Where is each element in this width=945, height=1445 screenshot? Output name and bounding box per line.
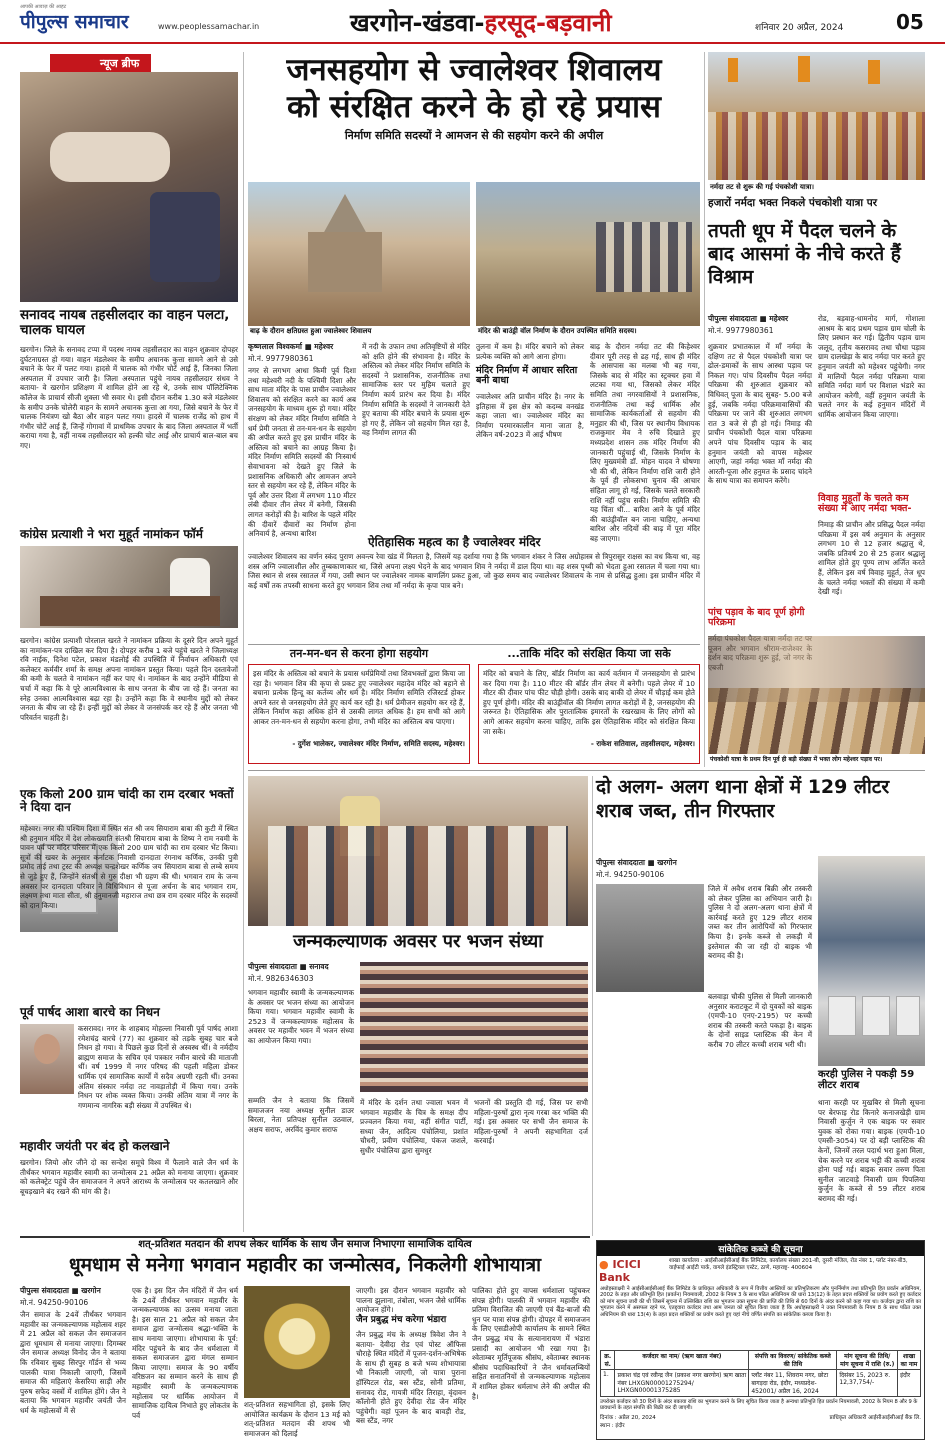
jain-kicker: शत्-प्रतिशत मतदान की शपथ लेकर धार्मिक के साथ जैन समाज निभाएगा सामाजिक दायित्व (138, 1239, 472, 1250)
felicitation-photo (248, 776, 588, 926)
jain-col3: जाएगी। इस दौरान भगवान महावीर को पालना झुलाना, तंबोला, भजन जैसे धार्मिक आयोजन होंगे। (356, 1286, 467, 1315)
quote2-sign: - राकेश सतिवाल, तहसीलदार, महेश्वर। (590, 739, 695, 748)
liquor-mobile: मो.नं. 94250-90106 (596, 870, 665, 879)
nomination-photo (20, 546, 238, 628)
quote2-text: मंदिर को बचाने के लिए, बॉर्डर निर्माण का कार्य वर्तमान में जनसहयोग से प्रारंभ कर दिया गया है। 110 मीटर की बॉर्डर तीन लेयर में बनेगी। पहले लेयर में 10 मीटर की दीवार पांच फीट चौड़ी होगी। उसके बाद बाकी दो लेयर में चौड़ाई कम होते हुए पूर्ण होगी। मंदिर की बाउंड्रीवॉल की निर्माण लागत करोड़ों में है, जनसहयोग की जरूरत है। ऐतिहासिक और पुरातात्विक इमारतों के रखरखाव के लिए लोगों को आगे आकर सहयोग करना चाहिए, ताकि इस ऐतिहासिक मंदिर को संरक्षित किया जा सके। (483, 669, 695, 736)
yatra-byline: पीपुल्स संवाददाता ■ महेश्वर (708, 314, 789, 323)
pilgrims-wide-photo (708, 636, 925, 702)
yatra-sub1: पांच पड़ाव के बाद पूर्ण होगी परिक्रमा (708, 607, 805, 629)
yatra-headline: तपती धूप में पैदल चलने के बाद आसमां के नीचे करते हैं विश्राम (708, 220, 901, 289)
notice-branch: शाखा कार्यालय : आईसीआईसीआई बैंक लिमिटेड, कार्यालय संख्या 201-बी, दूसरी मंजिल, रोड नंबर 1, प्लॉट नंबर-बी3, वाईफाई आईटी पार्क, वागले इंडस्ट्रियल एस्टेट, ठाणे, महाराष्ट्र- 400604 (669, 1258, 908, 1271)
bhajan-col2: में मंदिर के दर्शन तथा ज्वाला भवन में भगवान महावीर के चित्र के समक्ष दीप प्रज्वलन किया गया, वहीं संगीत पार्टी, सध्या जैन, आदित्य पंचोलिया, प्रशांत चौधरी, प्रवीण पंचोलिया, पंकज जशले, सुधीर पंचोलिया द्वारा सुमधुर (360, 1098, 468, 1155)
yatra-col1: शुक्रवार प्रभातकाल में माँ नर्मदा के दक्षिण तट से पैदल पंचकोशी यात्रा पर ढोल-डमाकों के साथ आस्था पड़ाव पर निकल गए। पांच दिवसीय पैदल नर्मदा परिक्रमा की शुरुआत शुक्रवार को विधिवत् पूजा के बाद सुबह- 5.00 बजे हुई, जबकि नर्मदा परिक्रमावासियों की परिक्रमा पर जाने की शुरुआत लगभग रात 3 बजे से ही हो गई। निमाड़ की प्राचीन पंचकोशी पैदल यात्रा परिक्रमा अपने पांच दिवसीय पड़ाव के बाद हनुमान जयंती को वापस महेश्वर आएगी, जहां नर्मदा भक्त माँ नर्मदा की आरती-पूजा और हनुमत के प्रसाद चांदने के साथ यात्रा का समापन करेंगे। (708, 342, 812, 486)
jain-col1: जैन समाज के 24वें तीर्थंकर भगवान महावीर का जन्मकल्याणक महोत्सव शहर में 21 अप्रैल को सकल जैन समाजजन द्वारा धूमधाम से मनाया जाएगा। दिगम्बर जैन समाज अध्यक्ष विनोद जैन ने बताया कि रविवार सुबह सिरपुर गॉर्डन से भव्य पालकी यात्रा निकाली जाएगी, जिसमें समाज की महिलाएं केसरिया साड़ी और पुरुष सफेद वस्त्रों में शामिल होंगे। जैन ने बताया कि भगवान महावीर जयंती जैन धर्म के महोत्सवों में से (20, 1310, 126, 1415)
lead-sub1: मंदिर निर्माण में आधार सरिता बनी बाधा (476, 365, 578, 387)
jain-byline: पीपुल्स संवाददाता ■ खरगोन (20, 1286, 101, 1295)
table-row: 1. प्रकाश चंद्र एवं रवीन्द्र जैन (प्रकाश नगर खरगोन) ऋण खाता नंबर LHXGN00001275294/ LHXGN00001375285 प्लॉट नंबर 11, शिवराम नगर, छोटा बागड़दा रोड, इंदौर, मध्यप्रदेश- 452001/ अप्रैल 16, 2024 दिसंबर 15, 2023 रु. 12,37,754/- इंदौर (601, 1370, 921, 1397)
story1-headline: सनावद नायब तहसीलदार का वाहन पलटा, चालक घायल (20, 307, 230, 338)
pilgrims-rest-caption: पंचकोशी यात्रा के प्रथम दिन पूर्व ही बड़ी संख्या में भक्त लोग महेश्वर पड़ाव पर। (708, 754, 925, 764)
jain-col4: पालिका होते हुए वापस धर्मशाला पहुंचकर संपन्न होगी। पालकी में भगवान महावीर की प्रतिमा विराजित की जाएगी एवं बैंड-बाजों की धुन पर यात्रा संपन्न होगी। दोपहर में समाजजन के लिए एसडीओपी कार्यालय के सामने स्थित जैन प्रबुद्ध मंच के सत्यानारायण में भंडारा प्रसादी का आयोजन भी रखा गया है। श्वेताम्बर मूर्तिपूजक श्रीसंघ, श्वेताम्बर स्थानक श्रीसंघ पदाधिकारियों ने जैन धर्मावलम्बियों सहित सनातनियों से जन्मकल्याणक महोत्सव में शामिल होकर धर्मलाभ लेने की अपील की है। (472, 1286, 590, 1401)
quote2-title: ...ताकि मंदिर को संरक्षित किया जा सके (507, 647, 671, 660)
lead-history: ज्वालेश्वर शिवालय का वर्णन स्कंद पुराण अवन्त्य रेवा खंड में मिलता है, जिसमें यह दर्शाया गया है कि भगवान शंकर ने जिस अग्रोहास्त्र से त्रिपुरासुर राक्षस का वध किया था, वह शस्त्र अग्नि ज्वालाशील और तुम्बकाणाकार था, जिसे अपना लक्ष्य भेदने के बाद भगवान शिव ने नर्मदा में डाल दिया था। वह शस्त्र पृथ्वी को भेदता हुआ रसातल में चला गया था। जिस स्थान से शस्त्र रसातल में गया, उसी स्थान पर ज्वालेश्वर नामक बाणलिंग प्रकट हुआ, जो कुछ समय बाद ज्वालेश्वर शिवालय के नाम से प्रसिद्ध हुआ। इस प्राचीन मंदिर में कई वर्षों तक तपस्वी साधना करते हुए भगवान शिव तथा माँ नर्मदा के कृपा पात्र बने। (248, 552, 700, 590)
notice-signoff: दिनांक : अप्रैल 20, 2024 स्थान : इंदौर प्राधिकृत अधिकारी आईसीआईसीआई बैंक लि. (600, 1415, 921, 1429)
notice-title: सांकेतिक कब्जे की सूचना (597, 1241, 924, 1256)
bhajan-story (248, 776, 588, 1241)
news-brief-column (20, 52, 238, 1232)
portrait-photo (20, 1024, 74, 1094)
lead-col2: में नदी के उफान तथा अतिवृष्टियों से मंदिर को क्षति होने की संभावना है। मंदिर के अस्तित्व को लेकर मंदिर निर्माण समिति के सदस्यों ने प्रशासनिक, राजनीतिक तथा सामाजिक स्तर पर मुहिम चलाते हुए निर्माण कार्य प्रारंभ कर दिया है। मंदिर निर्माण समिति के सदस्यों ने जानकारी देते हुए बताया की मंदिर बचाने के प्रयास शुरू हो गए हैं, लेकिन जो सहयोग मिल रहा है, वह निर्माण लागत की (362, 342, 470, 438)
bhajan-mobile: मो.नं. 9826346303 (248, 974, 314, 983)
liquor-cans-photo (818, 856, 925, 1066)
liquor-caption: करही पुलिस ने पकड़ी 59 लीटर शराब (818, 1069, 915, 1091)
bhajan-col1: भगवान महावीर स्वामी के जन्मकल्याणक के अवसर पर भजन संध्या का आयोजन किया गया। भगवान महावीर स्वामी के 2523 वें जन्मकल्याणक महोत्सव के अवसर पर महावीर भवन में भजन संध्या का आयोजन किया गया। (248, 988, 354, 1045)
lead-col4: बाढ़ के दौरान नर्मदा तट की किहेश्वर दीवार पूरी तरह से ढह गई, साथ ही मंदिर के आसपास का मलबा भी बह गया, जिसके बाद से मंदिर का स्ट्रक्चर हवा में लटका गया था, जिसको लेकर मंदिर समिति तथा नगरवासियों ने प्रशासनिक, राजनीतिक तथा कई धार्मिक और सामाजिक कार्यकर्ताओं से सहयोग की मनुहार की थी, जिस पर स्थानीय विधायक राजकुमार मेव ने रुचि दिखाते हुए मध्यप्रदेश शासन तक मंदिर निर्माण की जानकारी पहुंचाई थी, जिसके निर्माण के लिए मुख्यमंत्री डॉ. मोहन यादव ने घोषणा भी की थी, लेकिन निर्माण राशि जारी होने के पूर्व ही लोकसभा चुनाव की आचार संहिता लागू हो गई, जिसके चलते सरकारी राशि नहीं पहुंच सकी। निर्माण समिति की यह चिंता थी... बारिश आने के पूर्व मंदिर की बाउंड्रीवॉल बन जाना चाहिए, अन्यथा बारिश और नदियों की बाढ़ में पूरा मंदिर बह जाएगा। (590, 342, 700, 543)
yatra-mobile: मो.नं. 9977980361 (708, 326, 774, 335)
notice-bank-row (597, 1256, 924, 1286)
jain-caption: शत्-प्रतिशत सहभागिता हो, इसके लिए आयोजित कार्यक्रम के दौरान 13 मई को शत्-प्रतिशत मतदान की शपथ भी समाजजन को दिलाई (244, 1400, 350, 1438)
liquor-headline: दो अलग- अलग थाना क्षेत्रों में 129 लीटर शराब जब्त, तीन गिरफ्तार (596, 776, 890, 822)
lead-col3b: ज्वालेश्वर अति प्राचीन मंदिर है। नगर के इतिहास में इस क्षेत्र को कदम्ब वनखंड कहा जाता था। ज्वालेश्वर मंदिर का निर्माण परमारकालीन माना जाता है, लेकिन वर्ष-2023 में आई भीषण (476, 392, 584, 440)
committee-photo (476, 182, 700, 332)
notice-body: अधोहस्ताक्षरी ने आईसीआईसीआई बैंक लिमिटेड के प्राधिकृत अधिकारी के रूप में वित्तीय आस्तियों का प्रतिभूतिकरण और पुनर्निर्माण तथा प्रतिभूति हित प्रवर्तन अधिनियम, 2002 के तहत और प्रतिभूति हित (प्रवर्तन) नियमावली, 2002 के नियम 3 के साथ पठित अधिनियम की धारा 13(12) के तहत प्रदत्त शक्तियों का प्रयोग करते हुए कर्जदार को मांग सूचना जारी की थी जिसमें सूचना में उल्लिखित राशि का भुगतान उक्त सूचना की प्राप्ति की तिथि से 60 दिनों के अंदर करने को कहा गया था। कर्जदार द्वारा राशि का भुगतान करने में असफल रहने पर, एतद्द्वारा कर्जदार तथा आम जनता को सूचित किया जाता है कि अधोहस्ताक्षरी ने उक्त नियमावली के नियम 8 के साथ पठित उक्त अधिनियम की धारा 13(4) के तहत प्रदत्त शक्तियों का प्रयोग करते हुए यहां नीचे वर्णित संपत्ति का सांकेतिक कब्जा किया है। (600, 1286, 921, 1318)
story5-body: खरगोन। जियो और जीने दो का सन्देश समूचे विश्व में फैलाने वाले जैन धर्म के तीर्थंकर भगवान महावीर स्वामी का जन्मोत्सव 21 अप्रैल को मनाया जाएगा। शुक्रवार को कलेक्ट्रेट पहुंचे जैन समाजजन ने अपने आराध्य के जन्मोत्सव पर कतलखाने और बूचड़खाने बंद रखने की मांग की है। (20, 1158, 238, 1196)
story2-body: खरगोन। कांग्रेस प्रत्याशी पोरलाल खरते ने नामांकन प्रक्रिया के दूसरे दिन अपने मुहूर्त का नामांकन-पत्र दाखिल कर दिया है। दोपहर करीब 1 बजे पहुंचे खरते ने जिलाध्यक्ष रवि नाईक, दिनेश पटेल, प्रकाश मंडलोई की उपस्थिति में निर्वाचन अधिकारी एवं कलेक्टर कर्मवीर शर्मा के समक्ष अपना नामांकन प्रस्तुत किया। पहले दिन दस्तावेजों की कमी के चलते वे नामांकन नहीं कर पाए थे। नामांकन के बाद उन्होंने मीडिया से चर्चा में कहा कि वे पूरे आत्मविश्वास के साथ जनता के बीच जा रहे हैं। जनता का स्नेह उनका आत्मविश्वास बढ़ा रहा है। उन्होंने कहा कि वे स्थानीय मुद्दों को लेकर जनता के बीच जा रहे हैं। इन्हीं मुद्दों को लेकर वे जनसंपर्क कर रहे हैं और जनता भी परिवर्तन चाहती है। (20, 636, 238, 722)
story3-body: महेश्वर। नगर की पश्चिम दिशा में स्थित संत श्री जय सियाराम बाबा की कुटी में स्थित श्री हनुमान मंदिर में देश लोकख्याति संतश्री सियाराम बाबा के शिष्य ने राम नवमी के पावन पर्व पर मंदिर परिसर में एक किलो 200 ग्राम चांदी का राम दरबार भेंट किया। सूत्रों की खबर के अनुसार कर्नाटक निवासी दानदाता रंगनाथ कर्णिक, उनकी पुत्री प्रमोद ताई तथा ट्रस्ट की अध्यक्ष चन्द्रशेखर कर्णिक जय सियाराम बाबा से लम्बे समय से जुड़े हुए हैं, जिन्होंने संतश्री से गुरु दीक्षा भी ग्रहण की थी। भगवान राम के जन्म अवसर पर दानदाता परिवार ने विधिविधान से पूजा अर्चना के बाद भगवान राम, लक्ष्मण तथा माता सीता, श्री हनुमानजी महाराज तथा छत्र राम दरबार मंदिर के सदस्यों को दान किया। (20, 824, 238, 910)
quote1-box (248, 664, 470, 764)
lead-sub2: ऐतिहासिक महत्व का है ज्वालेश्वर मंदिर (368, 535, 541, 549)
bhajan-col1b: सम्मति जैन ने बताया कि जिसमें समाजजन नया अध्यक्ष सुनील डाउर बिरला, नेता प्रतिपक्ष सुनील उठवाल, अक्षय सराफ, अरविंद कुमार सराफ (248, 1096, 354, 1134)
yatra-sub2: विवाह मुहूर्तों के चलते कम संख्या में आए नर्मदा भक्त- (818, 493, 912, 515)
site-url: www.peoplessamachar.in (158, 22, 260, 31)
yatra-kicker: हजारों नर्मदा भक्त निकले पंचकोशी यात्रा पर (708, 197, 878, 209)
section-title: खरगोन-खंडवा-हरसूद-बड़वानी (350, 9, 612, 37)
yatra-caption: नर्मदा तट से शुरू की गई पंचकोशी यात्रा। (708, 182, 925, 193)
liquor-col1b: बलवाड़ा चौकी पुलिस से मिली जानकारी अनुसार कराटकूट में दो युवकों को बाइक (एमपी-10 एनए-2195) पर कच्ची शराब की तस्करी करते पकड़ा है। बाइक के दोनों साइड प्लास्टिक की केन में करीब 70 लीटर कच्ची शराब भरी थी। (708, 992, 812, 1049)
jain-sub: जैन प्रबुद्ध मंच करेगा भंडारा (356, 1315, 447, 1325)
jain-col2: एक है। इस दिन जैन मंदिरों में जैन धर्म के 24वें तीर्थंकर भगवान महावीर के जन्मकल्याणक का उत्सव मनाया जाता है। इस साल 21 अप्रैल को सकल जैन समाज द्वारा जन्मोत्सव श्रद्धा-भक्ति के साथ मनाया जाएगा। शोभायात्रा के पूर्व: मंदिर पहुंचने के बाद जैन धर्मशाला में सकल समाजजन द्वारा मंगल सम्मान किया जाएगा। समाज के 90 वर्षीय वरिष्ठजन का सम्मान करने के साथ ही महावीर स्वामी के जन्मकल्याणक महोत्सव पर धार्मिक आयोजन में सामाजिक दायित्व निभाते हुए लोकतंत्र के पर्व (132, 1286, 238, 1420)
logo: पीपुल्स समाचार (20, 11, 129, 33)
story3-headline: एक किलो 200 ग्राम चांदी का राम दरबार भक्तों ने दिया दान (20, 787, 234, 814)
yatra-col2: रोड, बड़वाह-धामनोद मार्ग, गोशाला आश्रम के बाद प्रथम पड़ाव ग्राम चोली के लिए प्रस्थान कर गई। द्वितीय पड़ाव ग्राम जलूद, तृतीय कसरावद तथा चौथा पड़ाव ग्राम दालखेड़ा के बाद नर्मदा पार करते हुए हनुमान जयंती को महेश्वर पहुंचेगी। नगर में मालियों पैदल नर्मदा परिक्रमा यात्रा समिति नर्मदा मार्ग पर विशाल भंडारे का आयोजन करेगी, वहीं हनुमान जयंती के चलते नगर के कई हनुमान मंदिरों में धार्मिक आयोजन किया जाएगा। (818, 314, 925, 419)
liquor-byline: पीपुल्स संवाददाता ■ खरगोन (596, 858, 677, 867)
temple-damaged-caption: बाढ़ के दौरान क्षतिग्रस्त हुआ ज्वालेश्वर शिवालय (248, 326, 470, 337)
quote2-box (478, 664, 700, 764)
bhajan-byline: पीपुल्स संवाददाता ■ सनावद (248, 962, 329, 971)
police-seizure-photo (596, 884, 704, 992)
liquor-col1: जिले में अवैध शराब बिक्री और तस्करी को लेकर पुलिस का अभियान जारी है। पुलिस ने दो अलग-अलग थाना क्षेत्रों में कार्रवाई करते हुए 129 लीटर शराब जब्त कर तीन आरोपियों को गिरफ्तार किया है। इनके कब्जे से लकड़ी में इस्तेमाल की जा रही दो बाइक भी बरामद की है। (708, 884, 812, 961)
liquor-story (596, 776, 925, 1236)
masthead (0, 0, 945, 44)
lead-col1: नगर से लगभग आधा किमी पूर्व दिशा तथा महेश्वरी नदी के पश्चिमी दिशा और साथ माता मंदिर के पास प्राचीन ज्वालेश्वर शिवालय को संरक्षित करने का कार्य अब जनसहयोग के माध्यम शुरू हो गया। मंदिर संरक्षण को लेकर मंदिर निर्माण समिति ने धर्म प्रेमी जनता से तन-मन-धन के सहयोग की अपील करते हुए इस प्राचीन मंदिर के अस्तित्व को बचाने का आग्रह किया है। मंदिर निर्माण समिति सदस्यों की निःस्वार्थ सेवाभावना को देखते हुए जिले के प्रशासनिक अधिकारी और आमजन अपने स्तर से सहयोग कर रहे हैं, लेकिन मंदिर के पूर्व और उत्तर दिशा में लगभग 110 मीटर लंबी दीवार तीन लेयर में बनेगी, जिसकी लागत करोड़ों की है। बारिश के पहले मंदिर की दीवारें दीवारों का निर्माण होना अनिवार्य है, अन्यथा बारिश (248, 366, 356, 539)
icici-logo-icon: ● ICICI Bank (599, 1258, 641, 1284)
story1-body: खरगोन। जिले के सनावद टप्पा में पदस्थ नायब तहसीलदार का वाहन शुक्रवार दोपहर दुर्घटनाग्रस्त हो गया। वाहन मंडलेश्वर के समीप अचानक कुत्ता सामने आने से उसे बचाने के फेर में पलट गया। हादसे में चालक को गंभीर चोटें आई हैं, जिनका जिला अस्पताल में उपचार जारी है। जिला अस्पताल पहुंचे नायब तहसीलदार संधव ने बताया- वे खरगोन प्रशिक्षण में शामिल होने आ रहे थे, उनके साथ पॉलिटेक्निक कॉलेज के प्राचार्य सीजी शुक्ला भी सवार थे। इसी दौरान करीब 1.30 बजे मंडलेश्वर के समीप उनके चोलेरी वाहन के सामने अचानक कुत्ता आ गया, जिसे बचाने के फेर में चालक नियंत्रण खो बैठा और वाहन पलट गया। हादसे में चालक राजेंद्र को हाथ में गंभीर चोटें आई हैं, जिन्हें गोगावां में प्राथमिक उपचार के बाद जिला अस्पताल में भर्ती कराया गया है, वहीं नायब तहसीलदार को हल्की चोट आई और प्राचार्य बाल-बाल बच गए। (20, 345, 238, 450)
bhajan-col3: भजनों की प्रस्तुति दी गई, जिस पर सभी महिला-पुरुषों द्वारा नृत्य गरबा कर भक्ति की गई। इस अवसर पर सभी जैन समाज के महिला-पुरुषों ने अपनी सहभागिता दर्ज करवाई। (474, 1098, 588, 1146)
page-number: 05 (896, 10, 924, 34)
notice-table (600, 1350, 921, 1397)
bhajan-audience-photo (360, 962, 588, 1092)
icici-notice (596, 1240, 925, 1440)
story2-headline: कांग्रेस प्रत्याशी ने भरा मुहूर्त नामांकन फॉर्म (20, 527, 203, 541)
story4-body: कसरावद। नगर के शाहबाद मोहल्ला निवासी पूर्व पार्षद आशा रमेशचंद्र बारचे (77) का शुक्रवार को तड़के सुबह चार बजे निधन हो गया। वे पिछले कुछ दिनों से अस्वस्थ थीं। वे नर्मदीय ब्राह्मण समाज के सचिव एवं पत्रकार नवीन बारचे की माताजी थीं। वर्ष 1999 में नगर परिषद की पहली महिला डोकर धार्मिक एवं सामाजिक कार्यों में सदैव अग्रणी रहती थीं। उनका अंतिम संस्कार नर्मदा तट नावड़ातोड़ी में किया गया। उनके निधन पर शोक व्यक्त किया। उनकी अंतिम यात्रा में नगर के गणमान्य नागरिक बड़ी संख्या में उपस्थित थे। (78, 1024, 238, 1110)
issue-date: शनिवार 20 अप्रैल, 2024 (755, 23, 844, 33)
notice-footer: उपरोक्त कर्जदार को 30 दिनों के अंदर बकाया राशि का भुगतान करने के लिए सूचित किया जाता है अन्यथा प्रतिभूति हित प्रवर्तन नियमावली, 2002 के नियम 8 और 9 के प्रावधानों के तहत संपत्ति की बिक्री कर दी जाएगी। (600, 1399, 918, 1412)
story5-headline: महावीर जयंती पर बंद हो कलखाने (20, 1139, 170, 1153)
news-brief-label: न्यूज ब्रीफ (50, 54, 151, 73)
committee-caption: मंदिर की बाउंड्री वॉल निर्माण के दौरान उपस्थित समिति सदस्य। (476, 326, 700, 337)
accident-photo (20, 72, 238, 302)
quote1-text: इस मंदिर के अस्तित्व को बचाने के प्रयास धर्मप्रेमियों तथा शिवभक्तों द्वारा किया जा रहा है। भगवान शिव की कृपा से प्रकट हुए ज्वालेश्वर महादेव मंदिर को बहाने से बचाना प्रत्येक हिन्दू का कर्तव्य और धर्म है। मंदिर निर्माण समिति रजिस्टर्ड होकर अपने स्तर से जनसहयोग लेते हुए कार्य कर रही है। धर्म प्रेमीजन सहयोग कर रहे हैं, लेकिन निर्माण कहा अधिक होने से उसकी लागत अधिक है। हम सभी को आगे आकर तन-मन-धन से सहयोग करना होगा, तभी मंदिर का अस्तित्व बच पाएगा। (253, 669, 465, 726)
lead-headline: जनसहयोग से ज्वालेश्वर शिवालय को संरक्षित करने के हो रहे प्रयास (286, 52, 662, 126)
jain-story (20, 1240, 590, 1440)
liquor-col2: थाना करही पर मुखबिर से मिली सूचना पर बेरफाइ रोड किनारे कनाजखेड़ी ग्राम निवासी कुर्जुन ने एक बाइक पर सवार युवक को रोका गया। बाइक (एमपी-10 एमसी-3054) पर दो बड़ी प्लास्टिक की केनों, जिनमें तरल पदार्थ भरा हुआ मिला, चेक करने पर शराब भट्टी की कच्ची शराब होना पाई गई। बाइक सवार तरुण पिता सुनील जाटवाड़े निवासी ग्राम पिपलिया कुर्जुन के कब्जे से 59 लीटर शराब बरामद की गई। (818, 1098, 925, 1203)
quote1-title: तन-मन-धन से करना होगा सहयोग (289, 647, 429, 660)
story4-headline: पूर्व पार्षद आशा बारचे का निधन (20, 1005, 160, 1019)
yatra-photo (708, 52, 925, 180)
quote1-sign: - दुर्गेश भालेकर, ज्वालेश्वर मंदिर निर्माण, समिति सदस्य, महेश्वर। (292, 739, 465, 748)
lead-story (248, 52, 700, 767)
mahavir-idol-photo (244, 1286, 350, 1398)
jain-mobile: मो.नं. 94250-90106 (20, 1298, 89, 1307)
lead-byline: कृष्णलाल विश्वकर्मा ■ महेश्वर (248, 342, 334, 351)
jain-headline: धूमधाम से मनेगा भगवान महावीर का जन्मोत्सव, निकलेगी शोभायात्रा (68, 1253, 542, 1276)
jain-col3b: जैन प्रबुद्ध मंच के अध्यक्ष त्रिवेश जैन ने बताया- देवीदा रोड एवं पोस्ट ऑफिस चौराहे स्थित मंदिरों में पूजन-दर्शन-अभिषेक के साथ ही सुबह 8 बजे भव्य शोभायात्रा भी निकाली जाएगी, जो यात्रा पुराना हॉस्पिटल रोड, बस स्टैंड, सोनी प्रतिमा, सनावद रोड, गायत्री मंदिर तिराहा, वृंदावन कॉलोनी होते हुए देवीदा रोड जैन मंदिर पहुंचेगी। वहां पूजन के बाद बावड़ी रोड, बस स्टैंड, नगर (356, 1330, 466, 1426)
lead-col3: तुलना में कम है। मंदिर बचाने को लेकर प्रत्येक व्यक्ति को आगे आना होगा। (476, 342, 584, 361)
logo-subtitle: आपकी आवाज़ की आहट (20, 4, 67, 10)
lead-subhead: निर्माण समिति सदस्यों ने आमजन से की सहयोग करने की अपील (344, 129, 604, 143)
temple-damaged-photo (248, 182, 470, 332)
notice-table-header: क्र. सं. कर्जदार का नाम/ (ऋण खाता नंबर) संपत्ति का विवरण/ सांकेतिक कब्जे की तिथि मांग सूचना की तिथि/ मांग सूचना में राशि (रु.) शाखा का नाम (601, 1351, 921, 1370)
bhajan-headline: जन्मकल्याणक अवसर पर भजन संध्या (293, 931, 543, 952)
lead-mobile: मो.नं. 9977980361 (248, 354, 314, 363)
yatra-col2b: निमाड़ की प्राचीन और प्रसिद्ध पैदल नर्मदा परिक्रमा में इस वर्ष अनुमान के अनुसार लगभग 10 से 12 हजार श्रद्धालु थे, जबकि प्रतिवर्ष 20 से 25 हजार श्रद्धालु शामिल होते हुए पूण्य लाभ अर्जित करते हैं, लेकिन इस वर्ष विवाह मुहूर्त, तेज धूप के चलते नर्मदा भक्तों की संख्या में कमी देखी गई। (818, 520, 925, 597)
